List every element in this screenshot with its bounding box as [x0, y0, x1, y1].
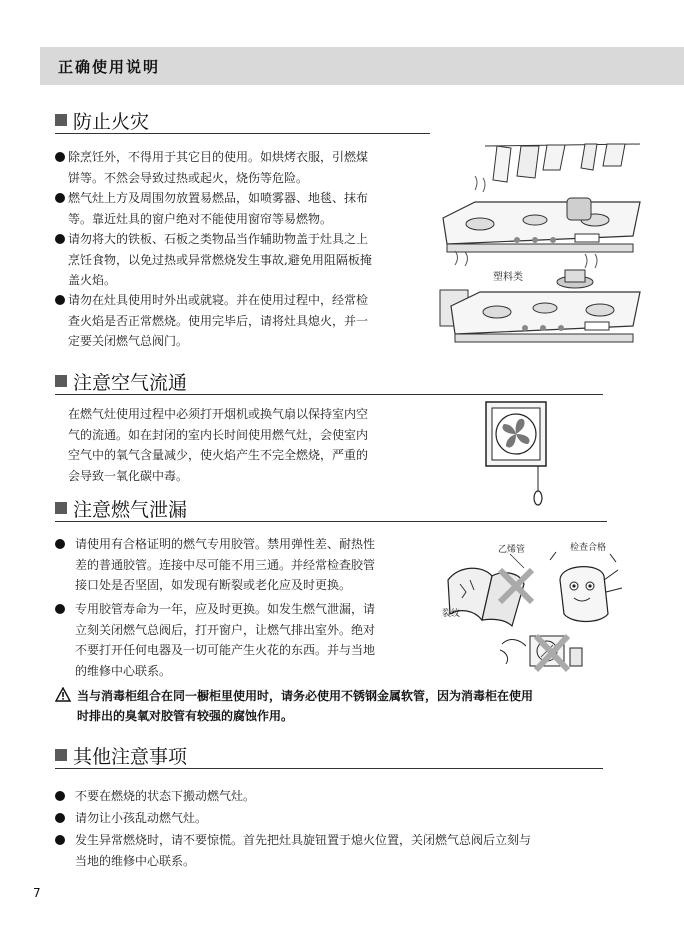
line: 空气中的氧气含量减少，使火焰产生不完全燃烧，严重的	[68, 448, 369, 462]
other-bullet-1	[55, 786, 615, 807]
line: 不要在燃烧的状态下搬动燃气灶。	[75, 789, 256, 803]
line: 的维修中心联系。	[75, 663, 172, 678]
bullet-dot-icon	[55, 295, 65, 305]
bullet-dot-icon	[55, 791, 65, 801]
leak-bullet-1	[55, 534, 435, 596]
leak-bullet-2	[55, 599, 435, 681]
line: 等。靠近灶具的窗户绝对不能使用窗帘等易燃物。	[68, 211, 333, 226]
section-fire-heading	[55, 107, 430, 134]
hose-label: 乙烯管	[498, 545, 526, 555]
air-paragraph	[68, 404, 428, 486]
line: 当地的维修中心联系。	[75, 853, 196, 868]
line: 不要打开任何电器及一切可能产生火花的东西。并与当地	[75, 643, 376, 657]
check-label: 检查合格	[570, 543, 607, 553]
line: 在燃气灶使用过程中必须打开烟机或换气扇以保持室内空	[68, 407, 369, 421]
fire-bullet-2	[55, 188, 435, 230]
line: 会导致一氧化碳中毒。	[68, 468, 189, 483]
line: 饼等。不然会导致过热或起火，烧伤等危险。	[68, 170, 309, 185]
fire-bullet-3	[55, 229, 435, 291]
gas-hose-illustration	[440, 540, 640, 680]
section-leak-heading	[55, 495, 607, 522]
warning-triangle-icon	[55, 687, 71, 702]
bullet-dot-icon	[55, 234, 65, 244]
line: 差的普通胶管。连接中尽可能不用三通。并经常检查胶管	[75, 557, 376, 572]
bullet-dot-icon	[55, 152, 65, 162]
line: 烹饪食物，以免过热或异常燃烧发生事故,避免用阻隔板掩	[68, 252, 372, 267]
section-other-title: 其他注意事项	[73, 746, 188, 768]
line: 接口处是否坚固，如发现有断裂或老化应及时更换。	[75, 578, 352, 592]
line: 发生异常燃烧时，请不要惊慌。首先把灶具旋钮置于熄火位置，关闭燃气总阀后立刻与	[75, 833, 532, 847]
square-bullet-icon	[55, 375, 67, 387]
square-bullet-icon	[55, 114, 67, 126]
bullet-dot-icon	[55, 539, 65, 549]
section-other-heading	[55, 742, 603, 769]
bullet-dot-icon	[55, 193, 65, 203]
stove-fire-illustration	[435, 140, 645, 355]
plastic-label: 塑料类	[493, 272, 523, 283]
bullet-dot-icon	[55, 835, 65, 845]
page-title: 正确使用说明	[58, 58, 161, 76]
crack-label: 裂纹	[442, 609, 461, 619]
fire-bullet-1	[55, 147, 435, 189]
other-bullet-2	[55, 808, 615, 829]
section-air-heading	[55, 368, 603, 395]
bullet-dot-icon	[55, 604, 65, 614]
line: 燃气灶上方及周围勿放置易燃品，如喷雾器、地毯、抹布	[68, 191, 369, 205]
section-fire-title: 防止火灾	[73, 111, 150, 133]
square-bullet-icon	[55, 502, 67, 514]
line: 定要关闭燃气总阀门。	[68, 334, 189, 348]
other-bullet-3	[55, 830, 615, 872]
section-air-title: 注意空气流通	[73, 372, 188, 394]
line: 盖火焰。	[68, 273, 117, 287]
line: 请勿让小孩乱动燃气灶。	[75, 811, 208, 825]
line: 请使用有合格证明的燃气专用胶管。禁用弹性差、耐热性	[75, 537, 376, 551]
fire-bullet-4	[55, 290, 435, 352]
line: 当与消毒柜组合在同一橱柜里使用时，请务必使用不锈钢金属软管，因为消毒柜在使用	[77, 689, 534, 703]
exhaust-fan-illustration	[484, 400, 554, 510]
line: 立刻关闭燃气总阀后，打开窗户，让燃气排出室外。绝对	[75, 622, 376, 637]
line: 请勿在灶具使用时外出或就寝。并在使用过程中，经常检	[68, 293, 369, 307]
header-bar	[40, 47, 684, 85]
page-number: 7	[33, 886, 41, 900]
line: 专用胶管寿命为一年，应及时更换。如发生燃气泄漏，请	[75, 602, 376, 616]
line: 查火焰是否正常燃烧。使用完毕后，请将灶具熄火，并一	[68, 313, 369, 328]
line: 时排出的臭氧对胶管有较强的腐蚀作用。	[77, 709, 294, 723]
line: 气的流通。如在封闭的室内长时间使用燃气灶，会使室内	[68, 427, 369, 442]
square-bullet-icon	[55, 749, 67, 761]
bullet-dot-icon	[55, 813, 65, 823]
section-leak-title: 注意燃气泄漏	[73, 499, 188, 521]
line: 除烹饪外，不得用于其它目的使用。如烘烤衣服，引燃煤	[68, 150, 369, 164]
line: 请勿将大的铁板、石板之类物品当作辅助物盖于灶具之上	[68, 232, 369, 246]
